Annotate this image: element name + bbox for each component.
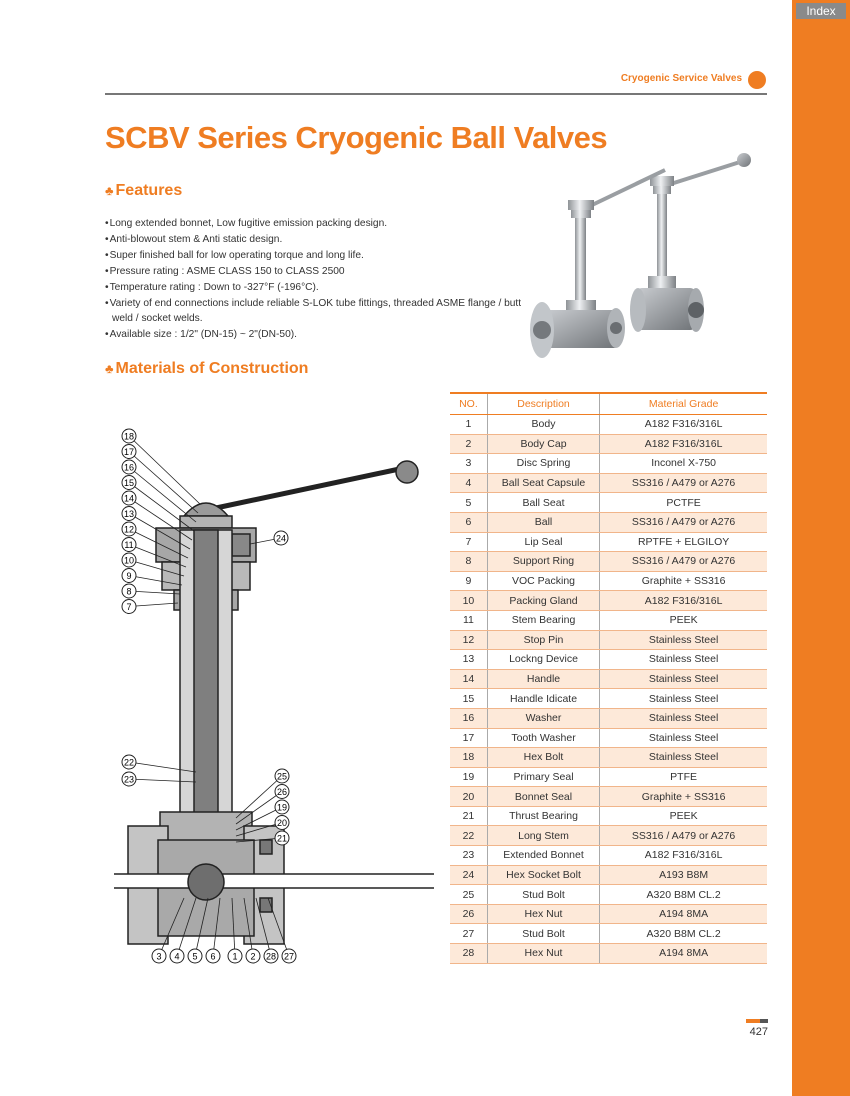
cell-description: Tooth Washer xyxy=(487,728,599,748)
svg-text:2: 2 xyxy=(250,951,256,962)
cell-no: 15 xyxy=(450,689,487,709)
svg-text:7: 7 xyxy=(126,602,132,612)
table-row xyxy=(450,512,767,532)
cell-material: Graphite + SS316 xyxy=(600,787,767,807)
cell-material: Stainless Steel xyxy=(600,630,767,650)
table-row xyxy=(450,904,767,924)
cell-description: Hex Nut xyxy=(487,944,599,964)
cell-description: Stop Pin xyxy=(487,630,599,650)
cell-material: A182 F316/316L xyxy=(600,434,767,454)
table-header-row xyxy=(450,393,767,415)
table-row xyxy=(450,454,767,474)
column-header-description: Description xyxy=(487,393,599,415)
cell-material: SS316 / A479 or A276 xyxy=(600,552,767,572)
table-row xyxy=(450,532,767,552)
cell-no: 14 xyxy=(450,669,487,689)
table-row xyxy=(450,571,767,591)
svg-text:23: 23 xyxy=(123,774,135,785)
cell-description: Washer xyxy=(487,708,599,728)
cell-material: PEEK xyxy=(600,806,767,826)
cell-description: Lip Seal xyxy=(487,532,599,552)
svg-text:22: 22 xyxy=(123,757,135,768)
table-row xyxy=(450,473,767,493)
svg-text:1: 1 xyxy=(232,951,238,962)
ball xyxy=(188,864,224,900)
cell-description: Thrust Bearing xyxy=(487,806,599,826)
svg-text:19: 19 xyxy=(276,802,288,813)
cell-no: 8 xyxy=(450,552,487,572)
table-row xyxy=(450,650,767,670)
cell-no: 18 xyxy=(450,748,487,768)
cell-no: 25 xyxy=(450,885,487,905)
cell-material: A182 F316/316L xyxy=(600,591,767,611)
cell-description: Lockng Device xyxy=(487,650,599,670)
valve-product-photo xyxy=(520,148,788,366)
cell-material: SS316 / A479 or A276 xyxy=(600,512,767,532)
feature-item: • Available size : 1/2" (DN-15) ~ 2"(DN-50). xyxy=(105,327,525,343)
club-icon: ♣ xyxy=(105,183,114,198)
cell-no: 20 xyxy=(450,787,487,807)
cell-description: Body Cap xyxy=(487,434,599,454)
feature-item: • Temperature rating : Down to -327°F (-196°C). xyxy=(105,280,525,296)
features-heading xyxy=(105,182,182,200)
table-row xyxy=(450,630,767,650)
cell-description: Handle Idicate xyxy=(487,689,599,709)
cell-description: Long Stem xyxy=(487,826,599,846)
cell-no: 11 xyxy=(450,610,487,630)
svg-text:14: 14 xyxy=(123,493,135,504)
cell-material: Stainless Steel xyxy=(600,689,767,709)
svg-text:15: 15 xyxy=(123,478,135,488)
cell-description: Body xyxy=(487,415,599,435)
cell-material: Stainless Steel xyxy=(600,650,767,670)
section-dot-icon xyxy=(748,71,766,89)
table-row xyxy=(450,669,767,689)
cell-material: SS316 / A479 or A276 xyxy=(600,473,767,493)
cell-material: A193 B8M xyxy=(600,865,767,885)
table-row xyxy=(450,748,767,768)
cell-description: Extended Bonnet xyxy=(487,846,599,866)
header-rule xyxy=(105,93,767,95)
cell-description: Disc Spring xyxy=(487,454,599,474)
cell-no: 13 xyxy=(450,650,487,670)
table-row xyxy=(450,865,767,885)
cell-description: Stud Bolt xyxy=(487,924,599,944)
cell-no: 1 xyxy=(450,415,487,435)
table-row xyxy=(450,689,767,709)
feature-item: • Long extended bonnet, Low fugitive emission packing design. xyxy=(105,216,525,232)
table-row xyxy=(450,767,767,787)
svg-text:6: 6 xyxy=(210,951,216,962)
svg-text:9: 9 xyxy=(126,571,132,581)
svg-text:5: 5 xyxy=(192,951,198,962)
svg-text:25: 25 xyxy=(276,771,288,782)
cell-material: A182 F316/316L xyxy=(600,846,767,866)
svg-text:18: 18 xyxy=(123,431,135,442)
table-row xyxy=(450,787,767,807)
materials-heading-text: Materials of Construction xyxy=(115,360,309,377)
feature-item: • Pressure rating : ASME CLASS 150 to CLASS 2500 xyxy=(105,264,525,280)
cell-material: Graphite + SS316 xyxy=(600,571,767,591)
cell-description: Bonnet Seal xyxy=(487,787,599,807)
cell-material: PEEK xyxy=(600,610,767,630)
column-header-no: NO. xyxy=(450,393,487,415)
page-title: SCBV Series Cryogenic Ball Valves xyxy=(105,120,608,155)
feature-item: • Super finished ball for low operating torque and long life. xyxy=(105,248,525,264)
cell-material: PCTFE xyxy=(600,493,767,513)
svg-text:26: 26 xyxy=(276,787,288,797)
table-row xyxy=(450,415,767,435)
cell-description: Handle xyxy=(487,669,599,689)
cell-no: 10 xyxy=(450,591,487,611)
cell-no: 21 xyxy=(450,806,487,826)
table-row xyxy=(450,826,767,846)
cell-material: Stainless Steel xyxy=(600,669,767,689)
feature-item: • Anti-blowout stem & Anti static design. xyxy=(105,232,525,248)
cell-no: 16 xyxy=(450,708,487,728)
index-sidebar xyxy=(792,0,850,1096)
svg-text:3: 3 xyxy=(156,951,162,962)
table-row xyxy=(450,610,767,630)
svg-text:8: 8 xyxy=(126,586,132,597)
callout-7 xyxy=(122,600,178,614)
features-list xyxy=(105,216,525,343)
cell-material: A182 F316/316L xyxy=(600,415,767,435)
cell-description: Stem Bearing xyxy=(487,610,599,630)
cell-no: 19 xyxy=(450,767,487,787)
cell-material: A194 8MA xyxy=(600,944,767,964)
cell-no: 26 xyxy=(450,904,487,924)
index-tab[interactable]: Index xyxy=(796,3,846,19)
svg-text:13: 13 xyxy=(123,509,135,519)
cell-material: PTFE xyxy=(600,767,767,787)
cell-material: Inconel X-750 xyxy=(600,454,767,474)
cell-material: RPTFE + ELGILOY xyxy=(600,532,767,552)
table-row xyxy=(450,924,767,944)
cell-no: 7 xyxy=(450,532,487,552)
svg-text:4: 4 xyxy=(174,951,180,962)
handle-knob xyxy=(396,461,418,483)
table-row xyxy=(450,552,767,572)
table-row xyxy=(450,944,767,964)
table-row xyxy=(450,493,767,513)
cell-description: Ball xyxy=(487,512,599,532)
cell-material: Stainless Steel xyxy=(600,708,767,728)
table-row xyxy=(450,885,767,905)
svg-text:24: 24 xyxy=(275,533,287,544)
cell-material: A320 B8M CL.2 xyxy=(600,924,767,944)
cell-no: 4 xyxy=(450,473,487,493)
cell-description: Support Ring xyxy=(487,552,599,572)
svg-text:10: 10 xyxy=(123,555,135,566)
cell-description: Hex Bolt xyxy=(487,748,599,768)
svg-text:21: 21 xyxy=(276,833,288,844)
svg-text:27: 27 xyxy=(283,951,295,962)
cell-description: Stud Bolt xyxy=(487,885,599,905)
page-marker xyxy=(746,1019,768,1023)
svg-text:16: 16 xyxy=(123,462,135,473)
table-row xyxy=(450,708,767,728)
long-stem xyxy=(194,530,218,860)
cell-description: Ball Seat Capsule xyxy=(487,473,599,493)
club-icon: ♣ xyxy=(105,361,114,376)
cell-no: 23 xyxy=(450,846,487,866)
cell-description: Ball Seat xyxy=(487,493,599,513)
cell-no: 9 xyxy=(450,571,487,591)
svg-text:28: 28 xyxy=(265,951,277,962)
cell-material: SS316 / A479 or A276 xyxy=(600,826,767,846)
page-number: 427 xyxy=(749,1026,768,1038)
features-heading-text: Features xyxy=(115,182,183,199)
cell-no: 27 xyxy=(450,924,487,944)
table-row xyxy=(450,591,767,611)
cell-description: Packing Gland xyxy=(487,591,599,611)
svg-text:12: 12 xyxy=(123,524,135,535)
cell-no: 22 xyxy=(450,826,487,846)
cell-no: 3 xyxy=(450,454,487,474)
handle-bar xyxy=(216,468,404,508)
cell-description: VOC Packing xyxy=(487,571,599,591)
column-header-material: Material Grade xyxy=(600,393,767,415)
cell-material: Stainless Steel xyxy=(600,748,767,768)
cell-no: 2 xyxy=(450,434,487,454)
valve-cross-section-diagram xyxy=(104,420,444,975)
svg-text:11: 11 xyxy=(124,540,134,550)
materials-table xyxy=(450,392,767,964)
cell-description: Hex Socket Bolt xyxy=(487,865,599,885)
svg-text:17: 17 xyxy=(123,447,135,457)
cell-description: Primary Seal xyxy=(487,767,599,787)
section-label: Cryogenic Service Valves xyxy=(620,73,742,84)
cell-no: 12 xyxy=(450,630,487,650)
table-row xyxy=(450,728,767,748)
cell-material: A320 B8M CL.2 xyxy=(600,885,767,905)
cell-no: 28 xyxy=(450,944,487,964)
materials-heading xyxy=(105,360,308,378)
cell-no: 5 xyxy=(450,493,487,513)
cell-no: 24 xyxy=(450,865,487,885)
cell-description: Hex Nut xyxy=(487,904,599,924)
table-row xyxy=(450,434,767,454)
cell-material: A194 8MA xyxy=(600,904,767,924)
feature-item: • Variety of end connections include reliable S-LOK tube fittings, threaded ASME flange / butt weld / socket welds. xyxy=(105,296,525,328)
cell-no: 17 xyxy=(450,728,487,748)
table-row xyxy=(450,846,767,866)
cell-no: 6 xyxy=(450,512,487,532)
svg-text:20: 20 xyxy=(276,818,288,828)
cell-material: Stainless Steel xyxy=(600,728,767,748)
table-row xyxy=(450,806,767,826)
